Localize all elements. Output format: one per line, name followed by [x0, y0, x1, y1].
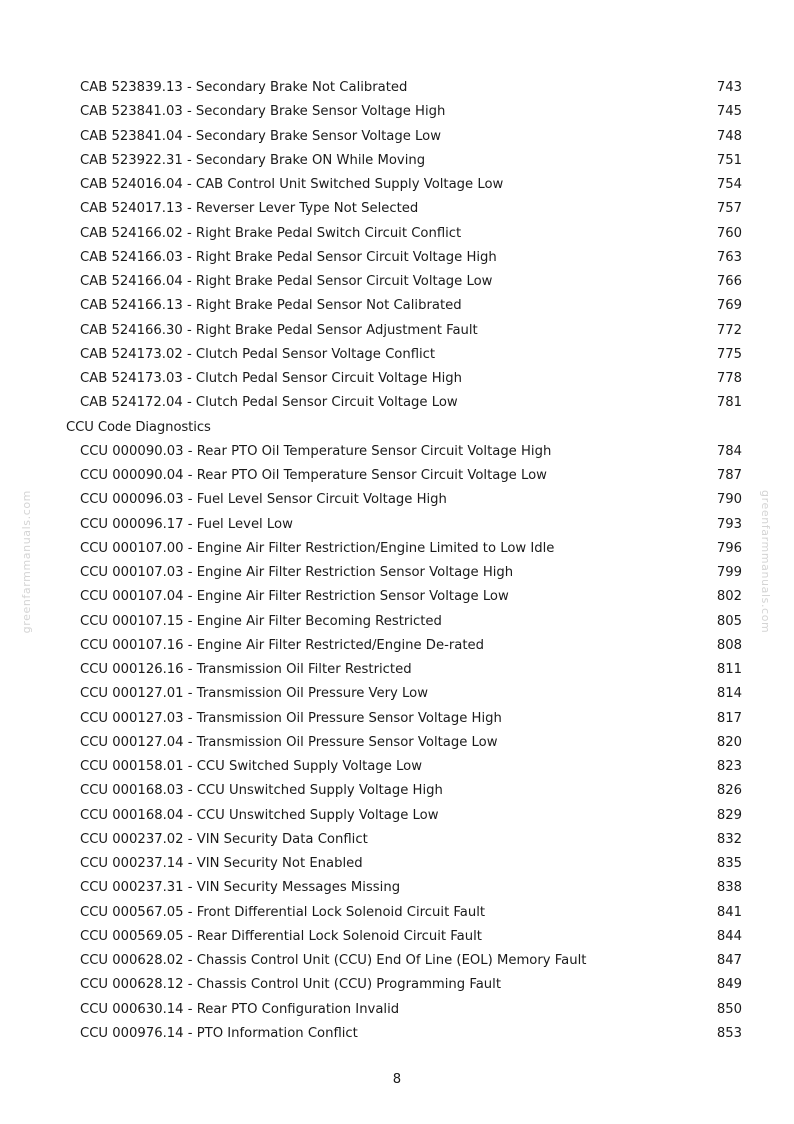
toc-entry[interactable] [0, 658, 794, 682]
toc-entry-title: CCU 000628.12 - Chassis Control Unit (CCU) Programming Fault [80, 977, 501, 993]
toc-entry-page: 823 [716, 759, 742, 774]
toc-entry[interactable] [0, 585, 794, 609]
toc-entry[interactable] [0, 440, 794, 464]
toc-entry[interactable] [0, 1022, 794, 1046]
toc-entry-page: 751 [716, 152, 742, 168]
toc-entry[interactable] [0, 537, 794, 561]
section-heading-title: CCU Code Diagnostics [66, 419, 211, 435]
toc-entry[interactable] [0, 270, 794, 294]
toc-entry-title: CCU 000107.04 - Engine Air Filter Restriction Sensor Voltage Low [80, 589, 509, 605]
toc-entry[interactable] [0, 876, 794, 900]
toc-entry-page: 754 [716, 177, 742, 192]
toc-entry[interactable] [0, 464, 794, 488]
toc-entry-title: CCU 000107.03 - Engine Air Filter Restriction Sensor Voltage High [80, 565, 514, 580]
toc-entry-page: 778 [716, 371, 742, 386]
toc-entry-title: CCU 000237.31 - VIN Security Messages Missing [80, 880, 401, 896]
toc-entry-page: 748 [716, 128, 742, 144]
toc-entry-title: CCU 000630.14 - Rear PTO Configuration Invalid [80, 1001, 400, 1017]
toc-entry[interactable] [0, 125, 794, 149]
toc-entry[interactable] [0, 367, 794, 391]
toc-entry-title: CCU 000126.16 - Transmission Oil Filter Restricted [80, 662, 412, 677]
toc-entry-page: 772 [716, 322, 742, 338]
toc-entry[interactable] [0, 488, 794, 512]
toc-entry-page: 820 [716, 734, 742, 750]
watermark-left: greenfarmmanuals.com [20, 490, 33, 634]
toc-entry-title: CCU 000237.14 - VIN Security Not Enabled [80, 856, 363, 871]
toc-entry-title: CCU 000127.01 - Transmission Oil Pressure Very Low [80, 686, 428, 702]
toc-entry-title: CAB 524166.30 - Right Brake Pedal Sensor Adjustment Fault [80, 322, 478, 338]
toc-entry-page: 793 [716, 516, 742, 532]
toc-entry-title: CCU 000096.03 - Fuel Level Sensor Circuit Voltage High [80, 492, 447, 508]
toc-entry[interactable] [0, 998, 794, 1022]
toc-entry-page: 849 [716, 977, 742, 993]
toc-entry-title: CAB 524166.04 - Right Brake Pedal Sensor Circuit Voltage Low [80, 274, 493, 289]
toc-entry[interactable] [0, 682, 794, 706]
toc-entry-page: 853 [716, 1025, 742, 1041]
toc-entry-page: 841 [716, 904, 742, 920]
toc-entry-title: CAB 524172.04 - Clutch Pedal Sensor Circuit Voltage Low [80, 395, 458, 411]
toc-entry-page: 760 [716, 225, 742, 241]
toc-entry-page: 790 [716, 492, 742, 508]
toc-entry[interactable] [0, 828, 794, 852]
toc-entry-page: 745 [716, 104, 742, 120]
toc-entry[interactable] [0, 925, 794, 949]
toc-entry-title: CCU 000127.04 - Transmission Oil Pressure Sensor Voltage Low [80, 734, 498, 750]
toc-entry-page: 757 [716, 201, 742, 217]
toc-entry-title: CCU 000567.05 - Front Differential Lock Solenoid Circuit Fault [80, 904, 486, 920]
toc-entry-page: 781 [716, 395, 742, 411]
toc-entry-page: 808 [716, 637, 742, 653]
toc-entry[interactable] [0, 973, 794, 997]
toc-entry[interactable] [0, 246, 794, 270]
toc-entry-title: CAB 524173.03 - Clutch Pedal Sensor Circuit Voltage High [80, 371, 463, 386]
toc-entry[interactable] [0, 197, 794, 221]
toc-entry-page: 799 [716, 565, 742, 580]
toc-entry[interactable] [0, 634, 794, 658]
toc-entry-title: CAB 524166.03 - Right Brake Pedal Sensor Circuit Voltage High [80, 249, 497, 265]
toc-entry-title: CAB 524017.13 - Reverser Lever Type Not Selected [80, 201, 419, 217]
toc-entry-page: 811 [716, 662, 742, 677]
toc-entry[interactable] [0, 173, 794, 197]
toc-entry-title: CCU 000127.03 - Transmission Oil Pressure Sensor Voltage High [80, 710, 502, 726]
toc-entry[interactable] [0, 294, 794, 318]
toc-entry[interactable] [0, 76, 794, 100]
toc-entry-page: 787 [716, 468, 742, 483]
toc-entry-page: 766 [716, 274, 742, 289]
toc-entry-page: 743 [716, 80, 742, 95]
toc-entry[interactable] [0, 610, 794, 634]
toc-entry-title: CCU 000628.02 - Chassis Control Unit (CCU) End Of Line (EOL) Memory Fault [80, 953, 587, 968]
toc-entry-page: 838 [716, 880, 742, 896]
toc-entry-page: 832 [716, 831, 742, 847]
toc-entry-page: 796 [716, 540, 742, 556]
toc-entry[interactable] [0, 561, 794, 585]
watermark-right: greenfarmmanuals.com [759, 490, 772, 634]
section-heading [0, 416, 794, 440]
toc-entry-page: 850 [716, 1001, 742, 1017]
toc-entry-title: CAB 523839.13 - Secondary Brake Not Calibrated [80, 80, 408, 95]
toc-entry-title: CCU 000096.17 - Fuel Level Low [80, 516, 293, 532]
toc-entry-title: CAB 523841.03 - Secondary Brake Sensor Voltage High [80, 104, 446, 120]
toc-entry-page: 829 [716, 807, 742, 823]
toc-entry[interactable] [0, 755, 794, 779]
toc-entry-page: 784 [716, 443, 742, 459]
toc-entry[interactable] [0, 779, 794, 803]
toc-entry[interactable] [0, 149, 794, 173]
toc-entry-title: CAB 524173.02 - Clutch Pedal Sensor Voltage Conflict [80, 346, 436, 362]
toc-entry-title: CAB 523922.31 - Secondary Brake ON While Moving [80, 152, 426, 168]
toc-entry-title: CCU 000107.00 - Engine Air Filter Restriction/Engine Limited to Low Idle [80, 540, 555, 556]
toc-entry-title: CCU 000168.04 - CCU Unswitched Supply Voltage Low [80, 807, 439, 823]
toc-entry[interactable] [0, 100, 794, 124]
toc-entry-title: CCU 000168.03 - CCU Unswitched Supply Voltage High [80, 783, 443, 799]
toc-entry-page: 763 [716, 249, 742, 265]
toc-entry[interactable] [0, 391, 794, 415]
page-number: 8 [392, 1072, 402, 1087]
toc-entry-title: CCU 000237.02 - VIN Security Data Conflict [80, 831, 368, 847]
toc-entry-page: 769 [716, 298, 742, 314]
toc-entry-page: 775 [716, 346, 742, 362]
toc-entry[interactable] [0, 513, 794, 537]
toc-entry[interactable] [0, 343, 794, 367]
toc-entry-page: 847 [716, 953, 742, 968]
toc-entry-title: CCU 000158.01 - CCU Switched Supply Voltage Low [80, 759, 423, 774]
toc-entry-page: 814 [716, 686, 742, 702]
toc-entry-page: 826 [716, 783, 742, 799]
toc-entry[interactable] [0, 222, 794, 246]
toc-entry-title: CAB 523841.04 - Secondary Brake Sensor Voltage Low [80, 128, 441, 144]
toc-entry[interactable] [0, 901, 794, 925]
toc-entry-title: CAB 524166.02 - Right Brake Pedal Switch Circuit Conflict [80, 225, 462, 241]
toc-entry-title: CCU 000090.03 - Rear PTO Oil Temperature Sensor Circuit Voltage High [80, 443, 552, 459]
toc-entry-title: CAB 524166.13 - Right Brake Pedal Sensor Not Calibrated [80, 298, 462, 314]
toc-entry-page: 802 [716, 589, 742, 605]
toc-entry[interactable] [0, 319, 794, 343]
toc-entry[interactable] [0, 731, 794, 755]
toc-entry-title: CCU 000569.05 - Rear Differential Lock Solenoid Circuit Fault [80, 928, 482, 944]
toc-entry[interactable] [0, 852, 794, 876]
toc-entry-page: 844 [716, 928, 742, 944]
toc-entry-title: CAB 524016.04 - CAB Control Unit Switched Supply Voltage Low [80, 177, 504, 192]
toc-entry-title: CCU 000090.04 - Rear PTO Oil Temperature Sensor Circuit Voltage Low [80, 468, 547, 483]
table-of-contents [0, 76, 794, 1046]
toc-entry-page: 817 [716, 710, 742, 726]
toc-entry-title: CCU 000107.15 - Engine Air Filter Becoming Restricted [80, 613, 442, 629]
toc-entry[interactable] [0, 804, 794, 828]
toc-entry-page: 805 [716, 613, 742, 629]
toc-entry-page: 835 [716, 856, 742, 871]
toc-entry-title: CCU 000107.16 - Engine Air Filter Restricted/Engine De-rated [80, 637, 484, 653]
toc-entry[interactable] [0, 949, 794, 973]
toc-entry-title: CCU 000976.14 - PTO Information Conflict [80, 1025, 358, 1041]
toc-entry[interactable] [0, 707, 794, 731]
